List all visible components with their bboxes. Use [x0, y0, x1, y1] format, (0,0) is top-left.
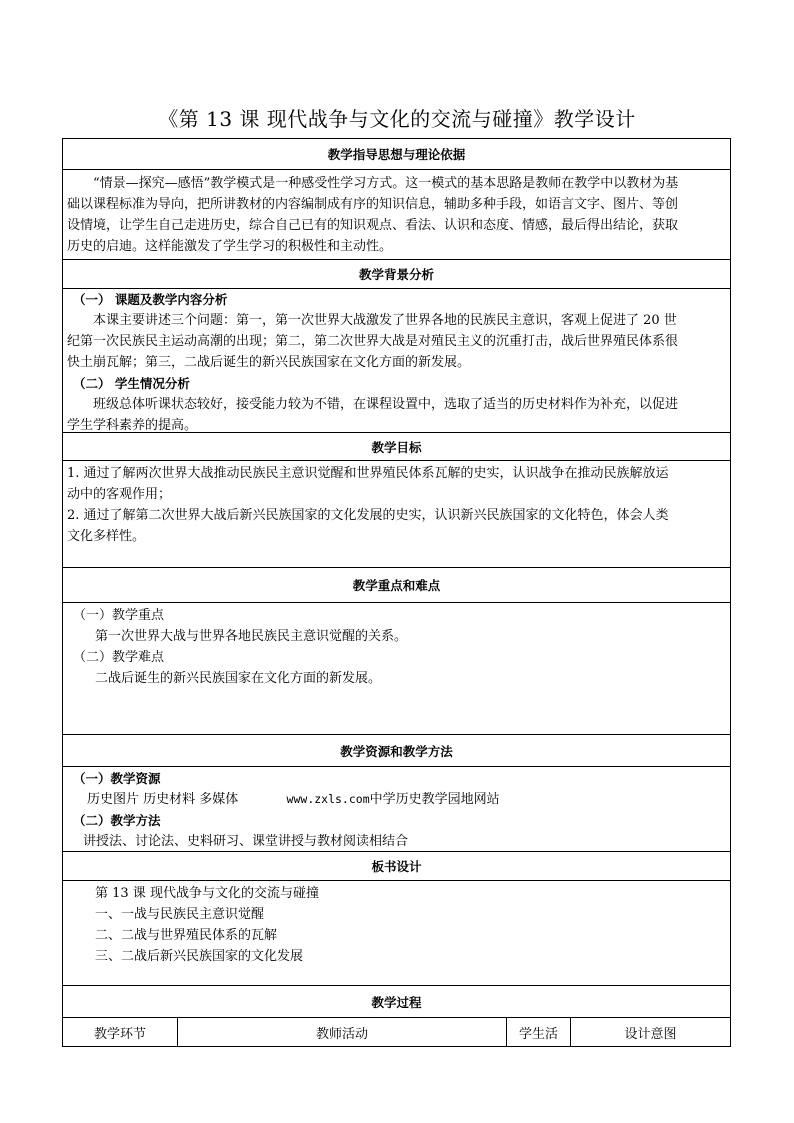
- process-col-intent: 设计意图: [570, 1018, 730, 1046]
- background-heading: 教学背景分析: [63, 259, 730, 288]
- background-sub2: （二） 学生情况分析: [73, 376, 190, 391]
- keypoints-text2: 二战后诞生的新兴民族国家在文化方面的新发展。: [95, 671, 382, 686]
- goals-body: [63, 460, 730, 567]
- process-heading: 教学过程: [63, 985, 730, 1017]
- resources-heading: 教学资源和教学方法: [63, 734, 730, 766]
- board-body: [63, 880, 730, 985]
- goal-line: 文化多样性。: [67, 529, 146, 544]
- background-body: [63, 288, 730, 432]
- resources-items: 历史图片 历史材料 多媒体: [87, 792, 239, 807]
- keypoints-heading: 教学重点和难点: [63, 567, 730, 602]
- resources-body: [63, 766, 730, 851]
- background-para2-line: 班级总体听课状态较好，接受能力较为不错，在课程设置中，选取了适当的历史材料作为补充，以促进: [93, 397, 679, 412]
- resources-sub1: （一）教学资源: [73, 771, 161, 786]
- guiding-line: “情景—探究—感悟”教学模式是一种感受性学习方式。这一模式的基本思路是教师在教学中以教材为基: [93, 176, 679, 191]
- resources-url: www.zxls.com: [286, 792, 370, 806]
- background-para1-line: 纪第一次民族民主运动高潮的出现；第二，第二次世界大战是对殖民主义的沉重打击，战后世界殖民体系很: [67, 334, 679, 349]
- resources-sub2: （二）教学方法: [73, 813, 161, 828]
- guiding-line: 历史的启迪。这样能激发了学生学习的积极性和主动性。: [67, 239, 393, 254]
- guiding-body: [63, 169, 730, 259]
- keypoints-body: [63, 602, 730, 734]
- background-para1-line: 本课主要讲述三个问题：第一，第一次世界大战激发了世界各地的民族民主意识，客观上促进了 20 世: [93, 313, 677, 328]
- board-line: 二、二战与世界殖民体系的瓦解: [95, 928, 278, 943]
- board-heading: 板书设计: [63, 851, 730, 880]
- background-sub1: （一） 课题及教学内容分析: [73, 292, 228, 307]
- keypoints-text1: 第一次世界大战与世界各地民族民主意识觉醒的关系。: [95, 629, 408, 644]
- document-title: 《第 13 课 现代战争与文化的交流与碰撞》教学设计: [158, 107, 636, 131]
- resources-methods: 讲授法、讨论法、史料研习、课堂讲授与教材阅读相结合: [83, 834, 409, 849]
- process-col-student: 学生活: [506, 1018, 570, 1046]
- background-para2-line: 学生学科素养的提高。: [67, 418, 198, 433]
- resources-line: [63, 789, 730, 810]
- process-col-teacher: 教师活动: [177, 1018, 506, 1046]
- goal-line: 2. 通过了解第二次世界大战后新兴民族国家的文化发展的史实，认识新兴民族国家的文化特色，体会人类: [67, 508, 669, 523]
- keypoints-sub2: （二）教学难点: [73, 650, 165, 665]
- keypoints-sub1: （一）教学重点: [73, 608, 165, 623]
- goal-line: 动中的客观作用；: [67, 487, 172, 502]
- goals-heading: 教学目标: [63, 432, 730, 460]
- board-line: 一、一战与民族民主意识觉醒: [95, 907, 265, 922]
- board-line: 三、二战后新兴民族国家的文化发展: [95, 949, 304, 964]
- guiding-line: 设情境，让学生自己走进历史，综合自己已有的知识观点、看法、认识和态度、情感，最后得出结论，获取: [67, 218, 679, 233]
- process-columns: [63, 1017, 730, 1046]
- process-col-stage: 教学环节: [93, 1026, 146, 1042]
- lesson-plan-table: [62, 138, 731, 1047]
- guiding-line: 础以课程标准为导向，把所讲教材的内容编制成有序的知识信息，辅助多种手段，如语言文字、图片、等创: [67, 197, 679, 212]
- goal-line: 1. 通过了解两次世界大战推动民族民主意识觉醒和世界殖民体系瓦解的史实，认识战争在推动民族解放运: [67, 466, 669, 481]
- board-line: 第 13 课 现代战争与文化的交流与碰撞: [95, 886, 319, 901]
- resources-site: 中学历史教学园地网站: [369, 792, 500, 807]
- guiding-heading: 教学指导思想与理论依据: [327, 147, 466, 162]
- background-para1-line: 快土崩瓦解；第三，二战后诞生的新兴民族国家在文化方面的新发展。: [67, 355, 471, 370]
